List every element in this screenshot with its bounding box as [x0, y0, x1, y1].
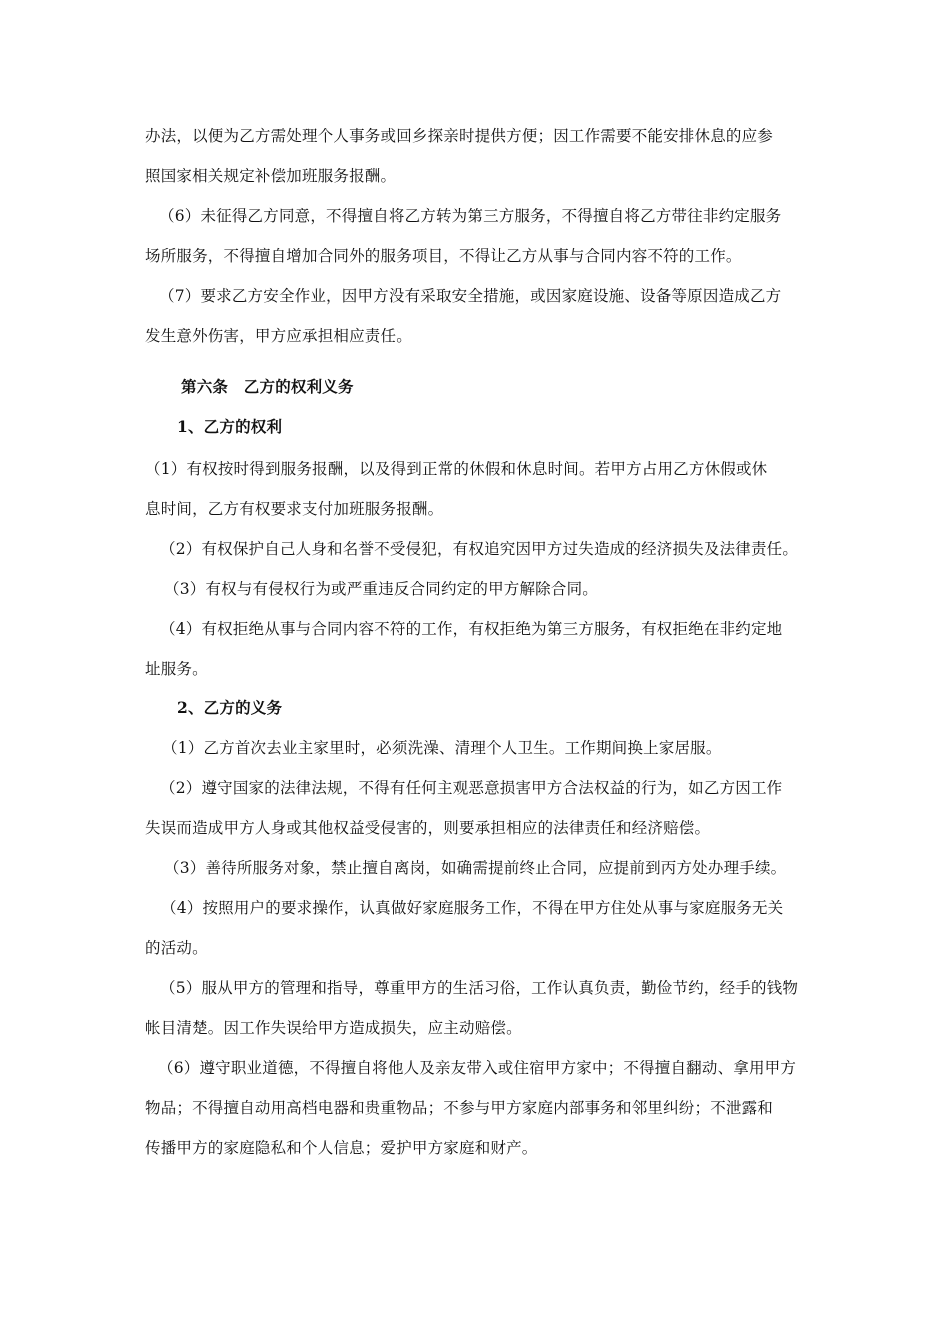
- subsection-heading: 2、乙方的义务: [177, 698, 283, 717]
- text-line: 场所服务，不得擅自增加合同外的服务项目，不得让乙方从事与合同内容不符的工作。: [145, 247, 742, 265]
- text-line: （2）有权保护自己人身和名誉不受侵犯，有权追究因甲方过失造成的经济损失及法律责任。: [160, 540, 799, 558]
- text-line: （6）未征得乙方同意，不得擅自将乙方转为第三方服务，不得擅自将乙方带往非约定服务: [159, 207, 782, 225]
- text-line: （4）按照用户的要求操作，认真做好家庭服务工作，不得在甲方住处从事与家庭服务无关: [161, 899, 784, 917]
- text-line: 息时间，乙方有权要求支付加班服务报酬。: [145, 500, 444, 518]
- text-line: 的活动。: [145, 939, 208, 957]
- subsection-heading: 1、乙方的权利: [177, 417, 283, 436]
- text-line: 传播甲方的家庭隐私和个人信息；爱护甲方家庭和财产。: [145, 1139, 538, 1157]
- text-line: （1）乙方首次去业主家里时，必须洗澡、清理个人卫生。工作期间换上家居服。: [162, 739, 722, 757]
- text-line: （6）遵守职业道德，不得擅自将他人及亲友带入或住宿甲方家中；不得擅自翻动、拿用甲方: [158, 1059, 797, 1077]
- text-line: （1）有权按时得到服务报酬，以及得到正常的休假和休息时间。若甲方占用乙方休假或休: [145, 460, 768, 478]
- text-line: 照国家相关规定补偿加班服务报酬。: [145, 167, 397, 185]
- text-line: （2）遵守国家的法律法规，不得有任何主观恶意损害甲方合法权益的行为，如乙方因工作: [160, 779, 783, 797]
- section-heading: 第六条 乙方的权利义务: [181, 377, 354, 396]
- text-line: （3）有权与有侵权行为或严重违反合同约定的甲方解除合同。: [164, 580, 598, 598]
- text-line: 址服务。: [145, 660, 208, 678]
- text-line: 办法，以便为乙方需处理个人事务或回乡探亲时提供方便；因工作需要不能安排休息的应参: [145, 127, 774, 145]
- text-line: 失误而造成甲方人身或其他权益受侵害的，则要承担相应的法律责任和经济赔偿。: [145, 819, 711, 837]
- text-line: 帐目清楚。因工作失误给甲方造成损失，应主动赔偿。: [145, 1019, 522, 1037]
- text-line: （5）服从甲方的管理和指导，尊重甲方的生活习俗，工作认真负责，勤俭节约，经手的钱物: [160, 979, 799, 997]
- text-line: （4）有权拒绝从事与合同内容不符的工作，有权拒绝为第三方服务，有权拒绝在非约定地: [160, 620, 783, 638]
- text-line: （3）善待所服务对象，禁止擅自离岗，如确需提前终止合同，应提前到丙方处办理手续。: [164, 859, 787, 877]
- text-line: 物品；不得擅自动用高档电器和贵重物品；不参与甲方家庭内部事务和邻里纠纷；不泄露和: [145, 1099, 774, 1117]
- text-line: 发生意外伤害，甲方应承担相应责任。: [145, 327, 412, 345]
- text-line: （7）要求乙方安全作业，因甲方没有采取安全措施，或因家庭设施、设备等原因造成乙方: [159, 287, 782, 305]
